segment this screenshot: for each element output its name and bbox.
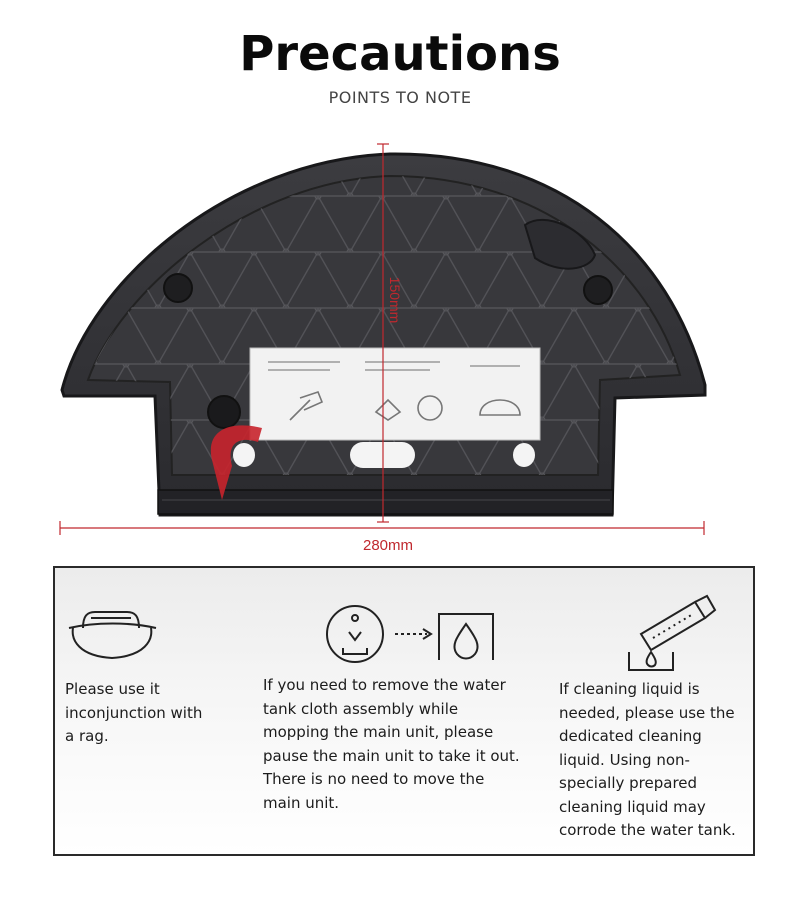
width-dimension-label: 280mm xyxy=(362,537,414,554)
note-remove-cloth: If you need to remove the water tank cloth assembly while mopping the main unit, please pause the main unit to take it out. There is no need to move the main unit. xyxy=(263,676,520,812)
note-rag: Please use it inconjunction with a rag. xyxy=(65,680,203,745)
water-tank-icon xyxy=(0,130,800,570)
page-title: Precautions xyxy=(239,26,561,82)
rag-icon xyxy=(65,608,160,663)
page-subtitle: POINTS TO NOTE xyxy=(328,88,472,107)
height-dimension-label: 150mm xyxy=(387,276,403,324)
remove-cloth-icon xyxy=(323,604,503,668)
notes-panel xyxy=(53,566,755,856)
cleaning-liquid-icon xyxy=(623,594,723,672)
note-cleaning-liquid: If cleaning liquid is needed, please use the dedicated cleaning liquid. Using non- specially prepared cleaning liquid may corrode the water tank. xyxy=(559,680,736,839)
